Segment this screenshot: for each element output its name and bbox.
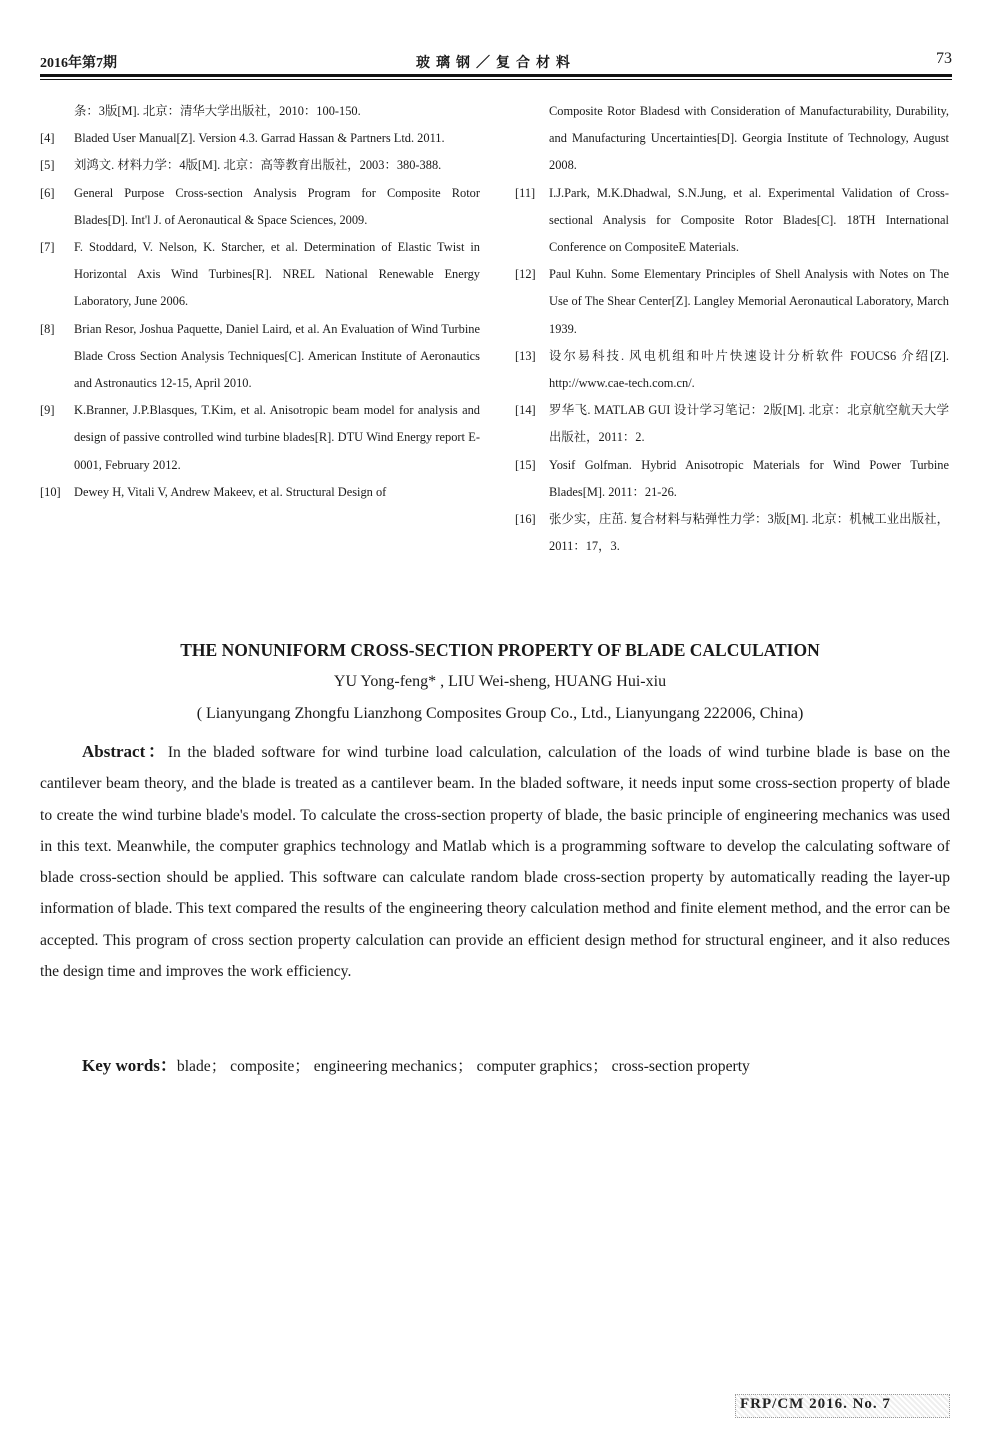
references-left-column [40, 98, 480, 506]
paper-title: THE NONUNIFORM CROSS-SECTION PROPERTY OF BLADE CALCULATION [180, 640, 820, 660]
keywords-paragraph [82, 1051, 950, 1082]
reference-item: 条：3版[M]. 北京：清华大学出版社，2010：100-150. [74, 104, 361, 118]
reference-item: [4] Bladed User Manual[Z]. Version 4.3. Garrad Hassan & Partners Ltd. 2011. [40, 131, 445, 146]
reference-item: [12] Paul Kuhn. Some Elementary Principles of Shell Analysis with Notes on The Use of The Shear Center[Z]. Langley Memorial Aeronautical Laboratory, March 1939. [515, 267, 949, 336]
reference-item: [10] Dewey H, Vitali V, Andrew Makeev, et al. Structural Design of [40, 484, 387, 499]
keywords-label: Key words： [82, 1056, 177, 1075]
reference-item: [15] Yosif Golfman. Hybrid Anisotropic Materials for Wind Power Turbine Blades[M]. 2011：21-26. [515, 457, 949, 499]
keywords-text: blade； composite； engineering mechanics； computer graphics； cross-section property [176, 1058, 750, 1075]
reference-item: [7] F. Stoddard, V. Nelson, K. Starcher, et al. Determination of Elastic Twist in Horizontal Axis Wind Turbines[R]. NREL National Renewable Energy Laboratory, June 2006. [40, 240, 480, 309]
reference-item: [11] I.J.Park, M.K.Dhadwal, S.N.Jung, et al. Experimental Validation of Cross-sectional Analysis for Composite Rotor Blades[C]. 18TH International Conference on CompositeE Materials. [515, 185, 949, 255]
reference-item: [14] 罗华飞. MATLAB GUI 设计学习笔记：2版[M]. 北京：北京航空航天大学出版社，2011：2. [515, 403, 949, 445]
reference-item: [5] 刘鸿文. 材料力学：4版[M]. 北京：高等教育出版社，2003：380-388. [40, 158, 442, 173]
reference-item: [13] 设尔易科技. 风电机组和叶片快速设计分析软件 FOUCS6 介绍[Z]. http://www.cae-tech.com.cn/. [515, 348, 949, 391]
references-right-column [515, 98, 949, 560]
paper-affiliation: ( Lianyungang Zhongfu Lianzhong Composites Group Co., Ltd., Lianyungang 222006, China) [196, 705, 804, 722]
header-rule-thin [40, 79, 952, 80]
reference-item: [6] General Purpose Cross-section Analysis Program for Composite Rotor Blades[D]. Int'l J. of Aeronautical & Space Sciences, 2009. [40, 185, 480, 227]
journal-name: 玻璃钢／复合材料 [416, 56, 576, 71]
page-number: 73 [936, 50, 952, 67]
abstract-label: Abstract： [82, 742, 168, 761]
header-rule-thick [40, 74, 952, 77]
abstract-text: In the bladed software for wind turbine load calculation, calculation of the loads of wind turbine blade is base on the cantilever beam theory, and the blade is treated as a cantilever beam. In the bladed software, it needs input some cross-section property of blade to create the wind turbine blade's model. To calculate the cross-section property of blade, the basic principle of engineering mechanics was used in this text. Meanwhile, the computer graphics technology and Matlab which is a programming software to develop the calculating software of blade cross-section should be applied. This software can calculate random blade cross-section property by automatically reading the layer-up information of blade. This text compared the results of the engineering theory calculation method and finite element method, and the error can be accepted. This program of cross section property calculation can provide an efficient design method for structural engineer, and it also reduces the design time and improves the work efficiency. [40, 744, 950, 981]
issue-label: 2016年第7期 [40, 56, 117, 71]
reference-item: [16] 张少实，庄茁. 复合材料与粘弹性力学：3版[M]. 北京：机械工业出版社，2011：17，3. [515, 512, 949, 554]
abstract-paragraph [40, 736, 950, 987]
reference-item: Composite Rotor Bladesd with Consideration of Manufacturability, Durability, and Manufacturing Uncertainties[D]. Georgia Institute of Technology, August 2008. [549, 104, 949, 173]
reference-item: [8] Brian Resor, Joshua Paquette, Daniel Laird, et al. An Evaluation of Wind Turbine Blade Cross Section Analysis Techniques[C]. American Institute of Aeronautics and Astronautics 12-15, April 2010. [40, 321, 480, 391]
footer-journal-issue: FRP/CM 2016. No. 7 [740, 1396, 891, 1412]
reference-item: [9] K.Branner, J.P.Blasques, T.Kim, et al. Anisotropic beam model for analysis and design of passive controlled wind turbine blades[R]. DTU Wind Energy report E-0001, February 2012. [40, 403, 480, 472]
paper-authors: YU Yong-feng* , LIU Wei-sheng, HUANG Hui-xiu [333, 673, 667, 690]
